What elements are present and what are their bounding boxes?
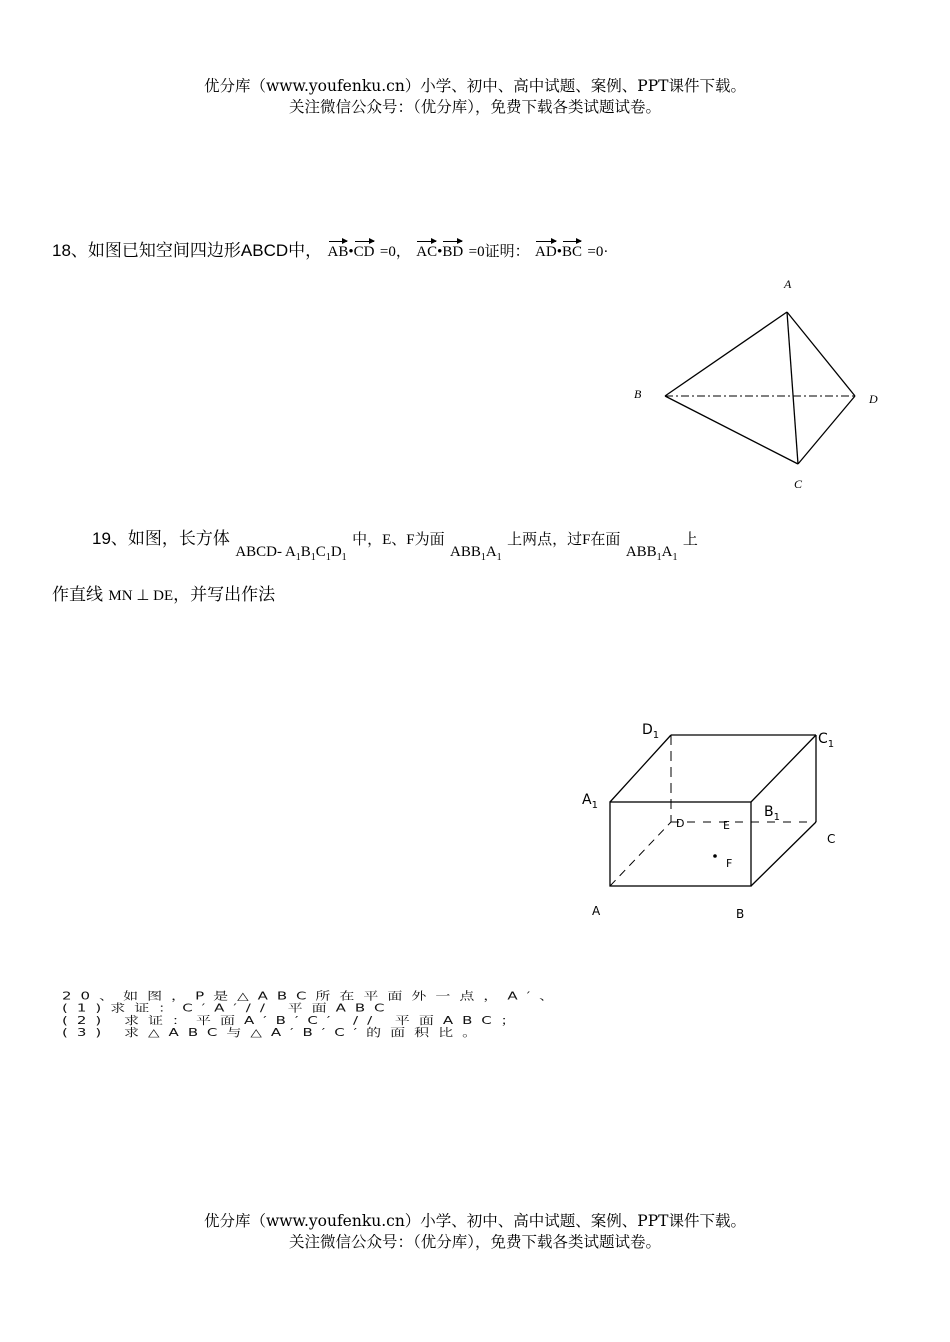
front-face	[610, 802, 751, 886]
label-e: E	[723, 819, 730, 832]
dot-2: •	[437, 244, 443, 260]
cuboid-figure	[570, 710, 870, 935]
dot-1: •	[348, 244, 354, 260]
question-19-line-1	[92, 524, 698, 563]
header-line-1: 优分库（www.youfenku.cn）小学、初中、高中试题、案例、PPT课件下载。	[203, 77, 747, 95]
separator: ，	[395, 244, 411, 260]
edge-ad-hidden	[610, 822, 671, 886]
tetrahedron-figure	[620, 270, 900, 500]
label-d: D	[676, 817, 685, 830]
vector-cd: CD	[354, 238, 375, 261]
label-b1: $B_1$	[764, 804, 780, 823]
vector-bc: BC	[562, 238, 582, 261]
label-c: C	[827, 832, 836, 846]
vector-ad: AD	[535, 238, 557, 261]
footer-line-1: 优分库（www.youfenku.cn）小学、初中、高中试题、案例、PPT课件下载。	[203, 1212, 747, 1230]
end-dot: ·	[603, 244, 609, 260]
q20-line-4: (3) 求△ABC与△A′B′C′的面积比。	[62, 1026, 487, 1039]
q19-on: 上	[682, 532, 698, 548]
dot-3: •	[556, 244, 562, 260]
equals-zero-3: =0	[587, 244, 604, 260]
edge-b1c1	[751, 735, 816, 802]
face-1: $ABB_1A_1$	[449, 544, 502, 563]
footer-line-2: 关注微信公众号：（优分库），免费下载各类试题试卷。	[288, 1233, 661, 1251]
edge-a1d1	[610, 735, 671, 802]
equals-zero-2: =0	[468, 244, 485, 260]
vector-bd: BD	[442, 238, 463, 261]
point-f	[713, 854, 717, 858]
label-a1: $A_1$	[582, 792, 598, 811]
q19-line2-end: ，并写出作法	[173, 585, 276, 604]
mn-perp-de: MN ⊥ DE	[108, 588, 174, 604]
edge-cd	[798, 396, 855, 464]
question-20-block	[62, 990, 950, 1039]
edge-bc	[751, 822, 816, 886]
q20-line-3: (2) 求证：平面A′B′C′ // 平面ABC；	[62, 1013, 525, 1027]
question-18	[52, 236, 608, 261]
q19-line2-start: 作直线	[52, 585, 103, 604]
edge-ac	[787, 312, 798, 464]
q19-two-points: 上两点，过F在面	[507, 532, 621, 548]
label-d: D	[869, 392, 878, 406]
label-b: B	[634, 387, 642, 401]
label-c: C	[794, 477, 803, 491]
face-2: $ABB_1A_1$	[625, 544, 678, 563]
q19-intro: 19、如图，长方体	[92, 529, 230, 548]
label-a: A	[784, 277, 792, 291]
equals-zero-1: =0	[379, 244, 396, 260]
question-19-line-2	[52, 580, 275, 605]
q20-line-1: 20、如图，P是△ABC所在平面外一点，A′、	[62, 990, 564, 1003]
q20-line-2: (1)求证：C′A′// 平面ABC	[62, 1001, 394, 1015]
label-d1: $D_1$	[642, 722, 660, 741]
header-line-2: 关注微信公众号：（优分库），免费下载各类试题试卷。	[288, 98, 661, 116]
label-f: F	[726, 857, 733, 870]
vector-ab: AB	[328, 238, 349, 261]
cuboid-name: ABCD- $A_1B_1C_1D_1$	[235, 544, 347, 563]
prove-label: 证明：	[484, 244, 530, 260]
edge-ba	[665, 312, 787, 396]
label-b: B	[736, 907, 745, 921]
label-a: A	[592, 904, 601, 918]
edge-ad	[787, 312, 855, 396]
q18-intro: 18、如图已知空间四边形ABCD中，	[52, 241, 323, 260]
edge-bc	[665, 396, 798, 464]
vector-ac: AC	[416, 238, 437, 261]
label-c1: $C_1$	[818, 731, 835, 750]
q19-mid: 中，E、F为面	[352, 532, 445, 548]
